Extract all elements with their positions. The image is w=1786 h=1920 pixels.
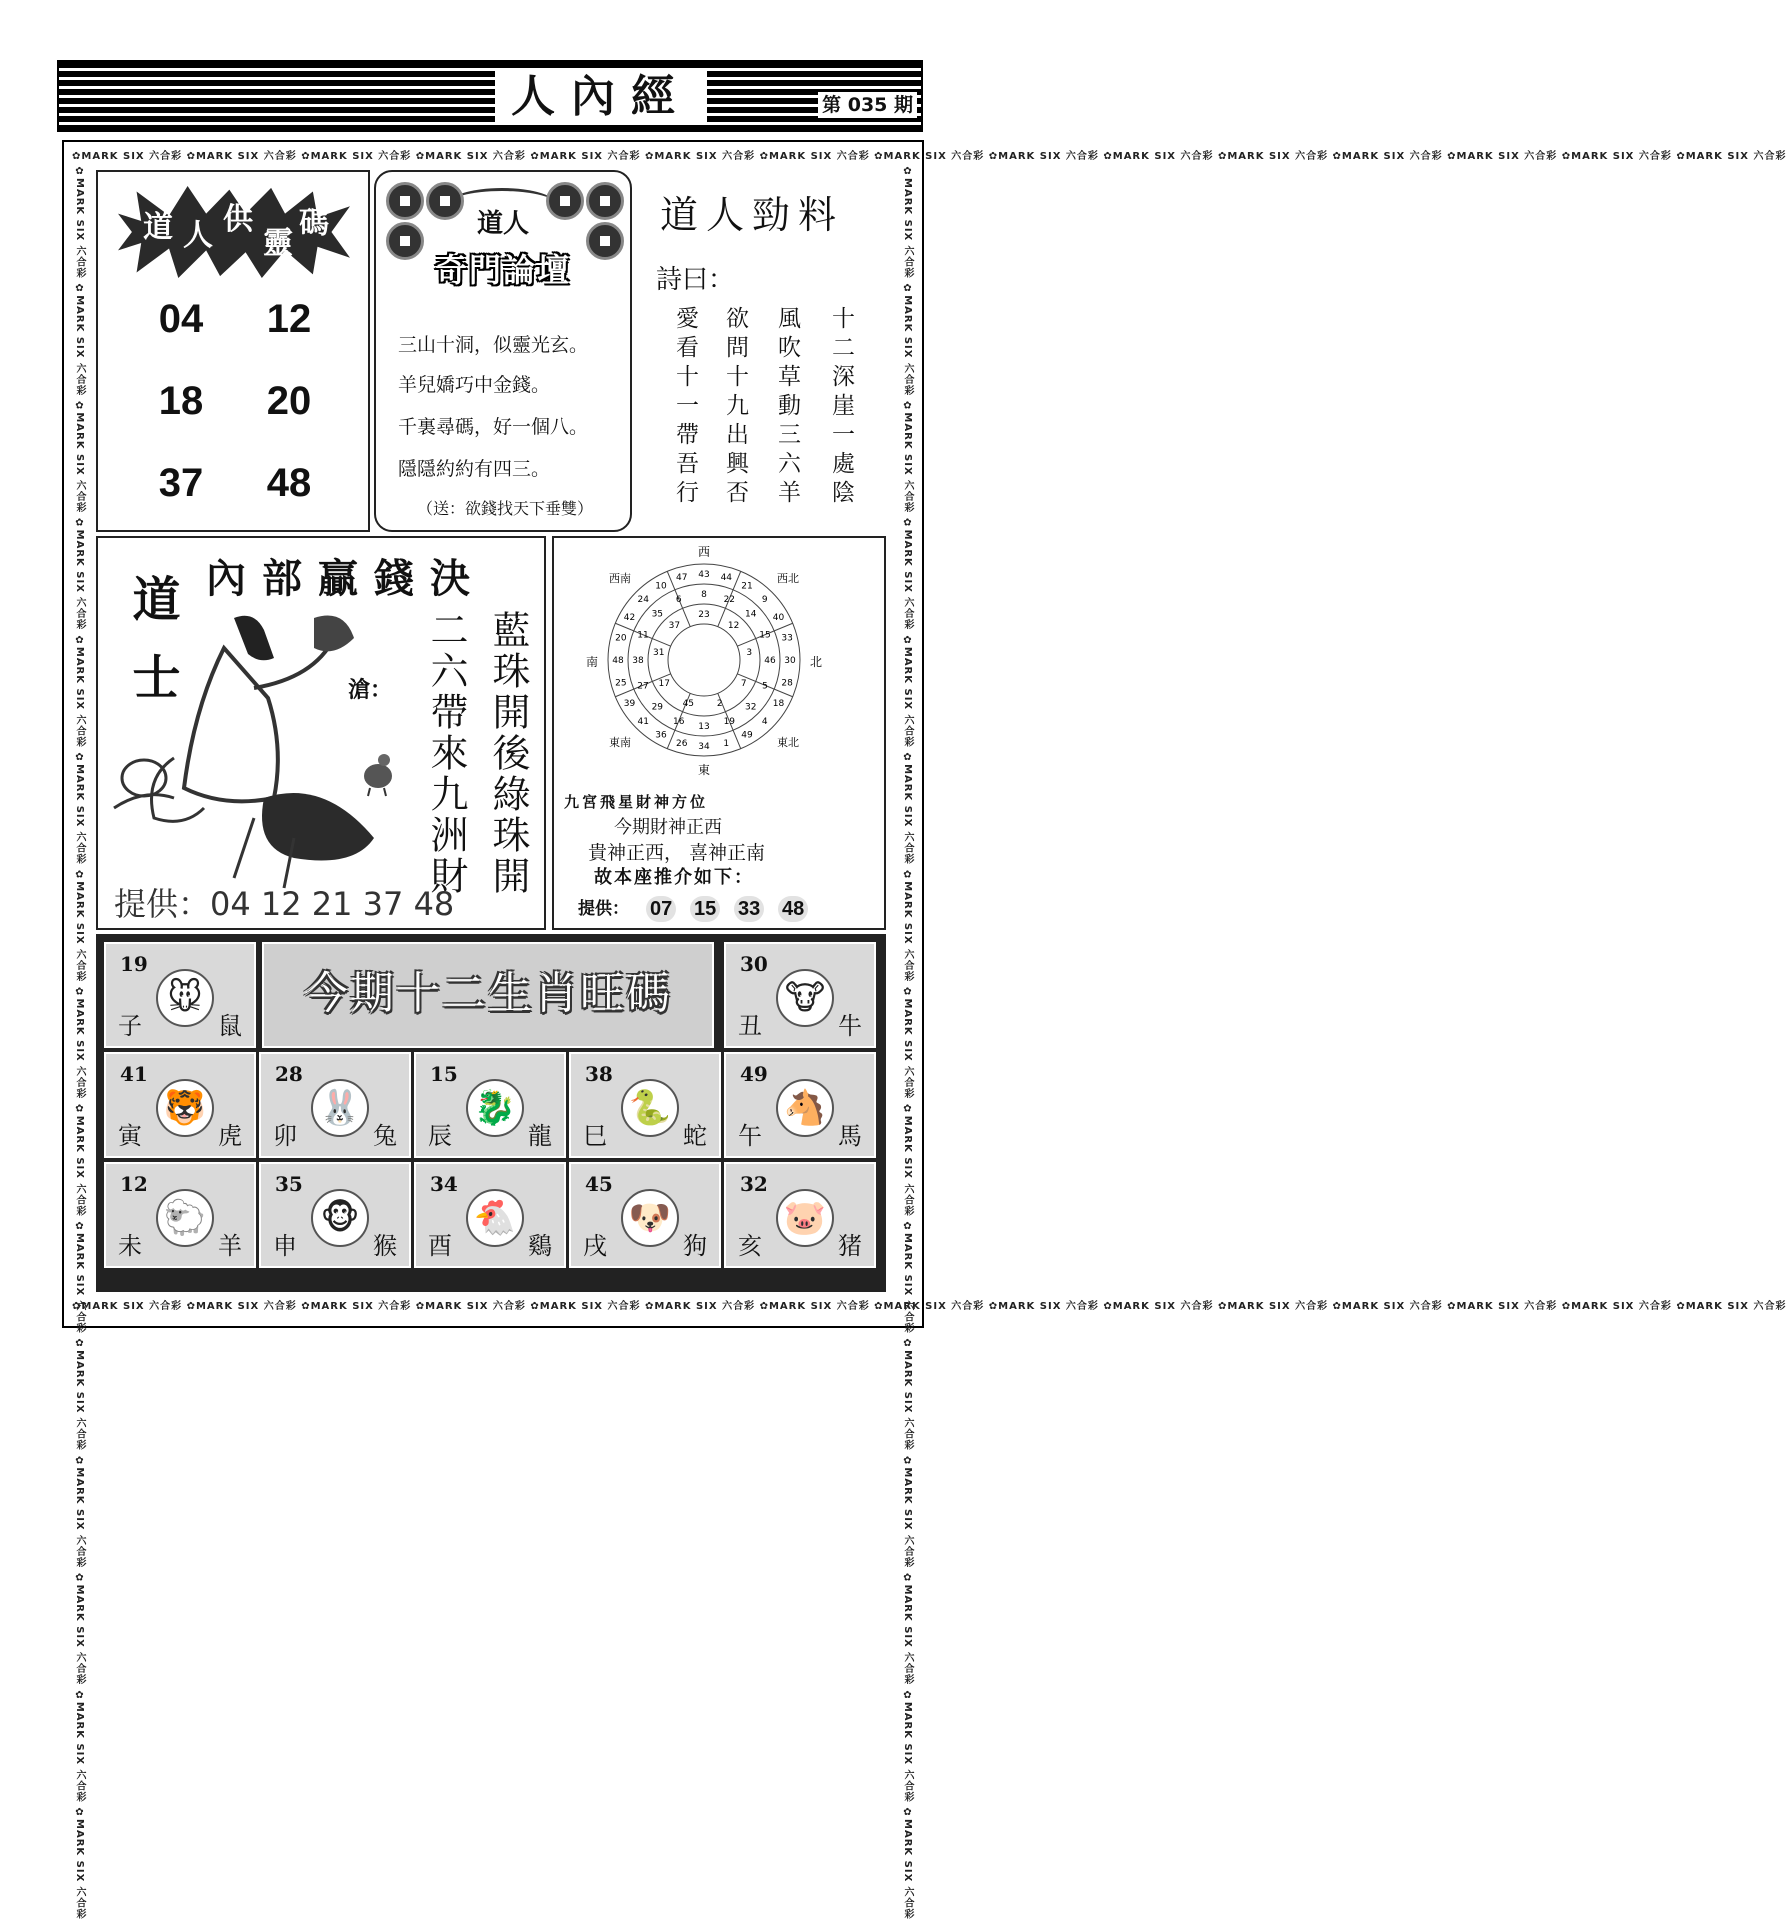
border-strip-left: ✿MARK SIX 六合彩 ✿MARK SIX 六合彩 ✿MARK SIX 六合彩 ✿MARK SIX 六合彩 ✿MARK SIX 六合彩 ✿MARK SIX 六合彩 ✿MARK SIX 六合彩 ✿MARK SIX 六合彩 ✿MARK SIX 六合彩 ✿MARK SIX 六合彩 ✿MARK SIX 六合彩 ✿MARK SIX 六合彩 ✿MARK SIX 六合彩 ✿MARK SIX 六合彩 ✿MARK SIX 六合彩	[74, 166, 85, 1920]
provider-numbers: 提供：04 12 21 37 48	[114, 885, 455, 923]
zodiac-animal: 虎	[218, 1122, 242, 1150]
recommended-number: 15	[690, 896, 720, 922]
zodiac-animal-icon: 🐵	[311, 1189, 369, 1247]
compass-ring-number: 42	[623, 613, 636, 623]
zodiac-animal: 狗	[683, 1232, 707, 1260]
compass-ring-number: 26	[675, 739, 688, 750]
zodiac-cell	[724, 1162, 876, 1268]
zodiac-number: 49	[740, 1062, 768, 1086]
compass-ring-number: 18	[772, 699, 785, 709]
poem-label: 詩曰：	[656, 265, 735, 295]
zodiac-branch: 卯	[273, 1122, 297, 1150]
compass-ring-number: 8	[701, 590, 707, 600]
compass-ring-number: 46	[764, 656, 776, 666]
zodiac-number: 19	[120, 952, 148, 976]
zodiac-cell	[414, 1162, 566, 1268]
zodiac-branch: 子	[118, 1012, 142, 1040]
compass-ring-number: 29	[651, 702, 664, 713]
zodiac-branch: 申	[273, 1232, 297, 1260]
zodiac-cell	[259, 1052, 411, 1158]
wealth-god-direction: 今期財神正西	[614, 817, 722, 838]
compass-ring-number: 5	[762, 681, 768, 692]
zodiac-number: 12	[120, 1172, 148, 1196]
page-title: 人內經	[495, 70, 707, 124]
badge-char: 人	[183, 218, 213, 253]
compass-northwest: 西北	[777, 572, 799, 585]
rooster-icon	[358, 748, 398, 796]
compass-west: 西	[697, 545, 711, 559]
compass-caption: 九宮飛星財神方位	[564, 793, 709, 811]
zodiac-cell	[724, 942, 876, 1048]
compass-ring-number: 33	[781, 633, 793, 644]
side-title: 道士	[124, 574, 180, 730]
zodiac-cell	[414, 1052, 566, 1158]
compass-ring-number: 30	[784, 656, 796, 666]
poem-title: 道人勁料	[660, 193, 845, 237]
zodiac-cell	[104, 1162, 256, 1268]
compass-ring-number: 24	[637, 595, 649, 606]
zodiac-animal: 猪	[838, 1232, 862, 1260]
badge-char: 道	[143, 210, 173, 245]
zodiac-number: 30	[740, 952, 768, 976]
compass-ring-number: 21	[741, 581, 753, 592]
zodiac-branch: 寅	[118, 1122, 142, 1150]
forum-line: 三山十洞，似靈光玄。	[398, 334, 589, 356]
zodiac-animal: 牛	[838, 1012, 862, 1040]
compass-ring-number: 16	[672, 717, 685, 727]
forum-line: 隱隱約約有四三。	[398, 458, 551, 480]
zodiac-banner: 今期十二生肖旺碼	[262, 942, 714, 1048]
border-strip-top: ✿MARK SIX 六合彩 ✿MARK SIX 六合彩 ✿MARK SIX 六合彩 ✿MARK SIX 六合彩 ✿MARK SIX 六合彩 ✿MARK SIX 六合彩 ✿MARK SIX 六合彩 ✿MARK SIX 六合彩 ✿MARK SIX 六合彩 ✿MARK SIX 六合彩 ✿MARK SIX 六合彩 ✿MARK SIX 六合彩 ✿MARK SIX 六合彩 ✿MARK SIX 六合彩 ✿MARK SIX 六合彩	[72, 151, 1786, 162]
zodiac-branch: 丑	[738, 1012, 762, 1040]
zodiac-grid	[96, 934, 886, 1292]
header-banner	[57, 60, 923, 132]
nine-palace-compass	[584, 542, 824, 778]
compass-ring-number: 39	[623, 699, 636, 709]
zodiac-number: 34	[430, 1172, 458, 1196]
border-strip-right: ✿MARK SIX 六合彩 ✿MARK SIX 六合彩 ✿MARK SIX 六合彩 ✿MARK SIX 六合彩 ✿MARK SIX 六合彩 ✿MARK SIX 六合彩 ✿MARK SIX 六合彩 ✿MARK SIX 六合彩 ✿MARK SIX 六合彩 ✿MARK SIX 六合彩 ✿MARK SIX 六合彩 ✿MARK SIX 六合彩 ✿MARK SIX 六合彩 ✿MARK SIX 六合彩 ✿MARK SIX 六合彩	[902, 166, 913, 1920]
zodiac-number: 41	[120, 1062, 148, 1086]
compass-ring-number: 23	[698, 610, 710, 620]
badge-char: 碼	[299, 206, 329, 241]
poem-column: 欲問十九出興否	[722, 306, 748, 509]
zodiac-animal: 兔	[373, 1122, 397, 1150]
compass-ring-number: 3	[746, 648, 753, 658]
compass-ring-number: 19	[723, 717, 736, 727]
compass-ring-number: 47	[675, 572, 688, 583]
compass-northeast: 東北	[777, 736, 799, 749]
compass-ring-number: 35	[651, 609, 664, 620]
poem-panel	[636, 162, 890, 532]
compass-ring-number: 28	[781, 678, 793, 689]
zodiac-animal-icon: 🐷	[776, 1189, 834, 1247]
compass-south: 南	[585, 655, 599, 669]
compass-ring-number: 15	[759, 630, 771, 641]
compass-ring-number: 7	[740, 679, 747, 689]
compass-ring-number: 10	[655, 581, 667, 592]
zodiac-animal-icon: 🐴	[776, 1079, 834, 1137]
lucky-number: 18	[158, 379, 204, 423]
compass-ring-number: 1	[723, 739, 730, 750]
zodiac-animal-icon: 🐔	[466, 1189, 524, 1247]
compass-southwest: 西南	[609, 572, 631, 585]
compass-ring-number: 43	[698, 570, 710, 580]
forum-gift: （送：欲錢找天下垂雙）	[416, 499, 593, 518]
verse-column: 二六帶來九洲財	[424, 610, 468, 897]
zodiac-number: 38	[585, 1062, 613, 1086]
forum-title: 奇門論壇	[434, 251, 571, 289]
zodiac-animal: 龍	[528, 1122, 552, 1150]
zodiac-animal: 猴	[373, 1232, 397, 1260]
zodiac-number: 32	[740, 1172, 768, 1196]
poem-column: 愛看十一帶吾行	[672, 306, 698, 509]
zodiac-branch: 午	[738, 1122, 762, 1150]
compass-ring-number: 20	[615, 633, 627, 644]
forum-subtitle: 道人	[476, 209, 529, 239]
compass-ring-number: 17	[658, 679, 670, 689]
compass-ring-number: 6	[675, 595, 682, 605]
zodiac-animal: 羊	[218, 1232, 242, 1260]
zodiac-branch: 亥	[738, 1232, 762, 1260]
zodiac-cell	[259, 1162, 411, 1268]
zodiac-number: 45	[585, 1172, 613, 1196]
compass-ring-number: 2	[716, 699, 723, 710]
badge-char: 靈	[263, 226, 293, 261]
zodiac-number: 15	[430, 1062, 458, 1086]
secret-panel	[96, 536, 546, 930]
compass-north: 北	[809, 655, 823, 669]
compass-ring-number: 12	[727, 620, 740, 631]
zodiac-animal-icon: 🐶	[621, 1189, 679, 1247]
compass-ring-number: 25	[615, 678, 627, 689]
lucky-numbers-panel	[96, 170, 370, 532]
zodiac-animal-icon: 🐮	[776, 969, 834, 1027]
zodiac-number: 35	[275, 1172, 303, 1196]
lucky-number: 04	[158, 297, 204, 341]
zodiac-branch: 辰	[428, 1122, 452, 1150]
forum-line: 千裏尋碼，好一個八。	[398, 416, 589, 438]
zodiac-animal-icon: 🐑	[156, 1189, 214, 1247]
compass-ring-number: 41	[637, 716, 649, 727]
compass-ring-number: 45	[682, 699, 695, 710]
zodiac-cell	[724, 1052, 876, 1158]
compass-ring-number: 36	[655, 730, 667, 741]
zodiac-animal-icon: 🐰	[311, 1079, 369, 1137]
zodiac-cell	[104, 1052, 256, 1158]
noble-god-direction: 貴神正西， 喜神正南	[588, 842, 766, 864]
compass-ring-number: 11	[637, 630, 649, 641]
compass-ring-number: 32	[744, 702, 757, 713]
compass-ring-number: 44	[720, 572, 733, 583]
compass-ring-number: 31	[652, 648, 665, 658]
recommended-number: 33	[734, 896, 764, 922]
zodiac-branch: 巳	[583, 1122, 607, 1150]
zodiac-branch: 戌	[583, 1232, 607, 1260]
compass-ring-number: 38	[632, 656, 644, 666]
wealth-compass-panel	[552, 536, 886, 930]
compass-ring	[648, 604, 760, 716]
verse-column: 藍珠開後綠珠開	[486, 610, 530, 897]
compass-ring-number: 13	[698, 722, 710, 732]
secret-title: 內部贏錢決	[206, 555, 486, 602]
recommended-number: 07	[646, 896, 676, 922]
poem-column: 風吹草動三六羊	[774, 306, 800, 509]
zodiac-animal-icon: 🐉	[466, 1079, 524, 1137]
poem-column: 十二深崖一處陰	[828, 306, 854, 509]
compass-ring-number: 27	[637, 681, 649, 692]
zodiac-animal-icon: 🐭	[156, 969, 214, 1027]
compass-ring-number: 22	[723, 595, 736, 605]
recommended-number: 48	[778, 896, 808, 922]
compass-ring-number: 14	[744, 609, 757, 620]
compass-southeast: 東南	[609, 736, 631, 749]
lucky-number: 48	[266, 461, 312, 505]
compass-ring-number: 37	[668, 620, 681, 631]
zodiac-branch: 酉	[428, 1232, 452, 1260]
compass-ring-number: 9	[761, 595, 768, 606]
zodiac-animal: 馬	[838, 1122, 862, 1150]
compass-ring	[668, 624, 740, 696]
zodiac-cell	[569, 1162, 721, 1268]
zodiac-animal-icon: 🐍	[621, 1079, 679, 1137]
recommend-label: 故本座推介如下：	[594, 867, 754, 888]
compass-east: 東	[697, 763, 711, 777]
compass-ring-number: 40	[772, 613, 785, 623]
lucky-number: 20	[266, 379, 312, 423]
provider-label: 提供：	[578, 899, 629, 919]
forum-panel	[374, 170, 632, 532]
compass-ring-number: 48	[612, 656, 624, 666]
issue-number: 第 035 期	[818, 92, 917, 118]
zodiac-branch: 未	[118, 1232, 142, 1260]
verse-label: 滄：	[348, 677, 393, 703]
badge-char: 供	[223, 202, 253, 237]
zodiac-animal-icon: 🐯	[156, 1079, 214, 1137]
lucky-number: 12	[266, 297, 312, 341]
compass-ring-number: 49	[741, 730, 753, 741]
lucky-number: 37	[158, 461, 204, 505]
zodiac-number: 28	[275, 1062, 303, 1086]
forum-line: 羊兒嬌巧中金錢。	[398, 374, 551, 396]
compass-ring	[628, 581, 780, 736]
zodiac-animal: 蛇	[683, 1122, 707, 1150]
zodiac-animal: 鼠	[218, 1012, 242, 1040]
zodiac-animal: 鷄	[528, 1232, 552, 1260]
zodiac-cell	[104, 942, 256, 1048]
zodiac-cell	[569, 1052, 721, 1158]
compass-ring-number: 4	[761, 716, 768, 727]
border-strip-bottom: ✿MARK SIX 六合彩 ✿MARK SIX 六合彩 ✿MARK SIX 六合彩 ✿MARK SIX 六合彩 ✿MARK SIX 六合彩 ✿MARK SIX 六合彩 ✿MARK SIX 六合彩 ✿MARK SIX 六合彩 ✿MARK SIX 六合彩 ✿MARK SIX 六合彩 ✿MARK SIX 六合彩 ✿MARK SIX 六合彩 ✿MARK SIX 六合彩 ✿MARK SIX 六合彩 ✿MARK SIX 六合彩	[72, 1301, 1786, 1312]
compass-ring-number: 34	[698, 742, 710, 752]
